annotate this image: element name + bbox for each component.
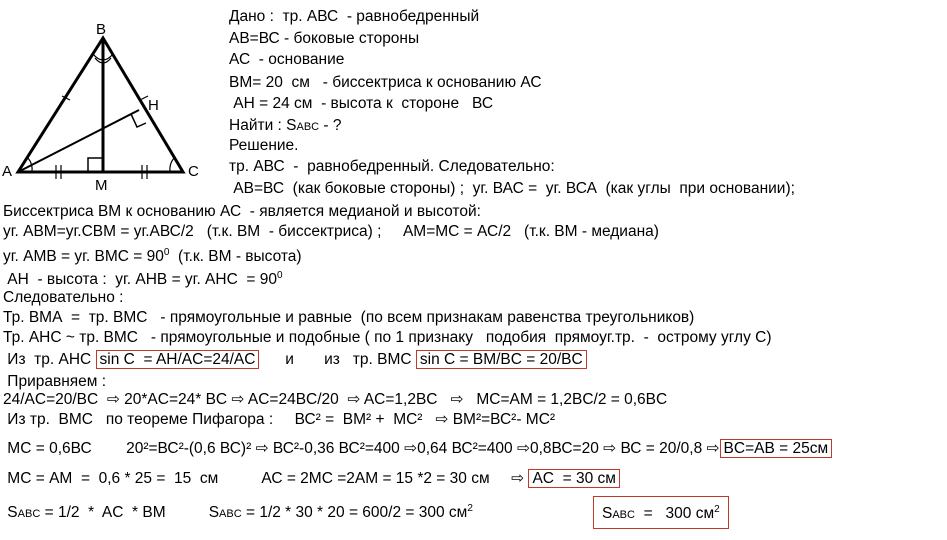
sol-14-e: = 1/2 * 30 * 20 = 600/2 = 300 см — [241, 504, 468, 521]
given-line-3: АС - основание — [229, 51, 345, 68]
sin-ahc-box: sin C = AH/AC=24/AC — [96, 350, 260, 369]
sol-10-c: AC=24BC/20 — [244, 391, 348, 408]
given-line-6 — [229, 117, 342, 136]
sol-11-a: Из тр. ВМС по теореме Пифагора : ВС² = ВМ² + МС² — [3, 411, 436, 428]
sol-12-e: ВС = 20/0,8 — [616, 440, 707, 457]
find-sub: ABC — [296, 121, 320, 133]
sol-13-a: МС = АМ = 0,6 * 25 = 15 см АС = 2МС =2АМ = 15 *2 = 30 см — [3, 470, 512, 487]
arrow-icon: ⇨ — [511, 470, 525, 487]
arrow-icon: ⇨ — [255, 440, 269, 457]
area-result-box — [593, 496, 729, 529]
sol-14-c: = 1/2 * AC * BM S — [40, 504, 220, 521]
sol-12-d: 0,8ВС=20 — [529, 440, 604, 457]
sol-10-b: 20*AC=24* BC — [119, 391, 232, 408]
sol-14-sq: 2 — [467, 503, 473, 514]
sol-line-6: Тр. ВМА = тр. ВМС - прямоугольные и равные (по всем признакам равенства треугольников) — [3, 309, 695, 326]
sin-bmc-box: sin C = BM/BC = 20/BC — [416, 350, 587, 369]
angle-arc-c — [170, 158, 174, 172]
arrow-icon: ⇨ — [231, 391, 245, 408]
sol-line-9: Приравняем : — [3, 373, 107, 390]
label-b: B — [96, 21, 107, 38]
triangle-figure — [0, 0, 230, 200]
sol-12-c: 0,64 ВС²=400 — [417, 440, 517, 457]
right-angle-h — [131, 114, 146, 127]
label-m: M — [95, 177, 108, 194]
sol-4-a: АН - высота : уг. АНВ = уг. АНС = 90 — [3, 271, 277, 288]
sol-line-11 — [3, 411, 555, 429]
arrow-icon: ⇨ — [706, 440, 720, 457]
given-line-4: ВМ= 20 см - биссектриса к основанию АС — [229, 74, 542, 91]
arrow-icon: ⇨ — [435, 411, 449, 428]
area-s: S — [602, 505, 613, 522]
sol-line-7: Тр. АНС ~ тр. ВМС - прямоугольные и подобные ( по 1 признаку подобия прямоуг.тр. - острому углу С) — [3, 329, 772, 346]
label-h: H — [148, 97, 159, 114]
right-angle-m — [88, 158, 103, 172]
find-label: Найти : S — [229, 117, 297, 134]
sol-8-c: и из тр. ВМС — [259, 351, 416, 368]
sol-10-a: 24/AC=20/BC — [3, 391, 107, 408]
sol-11-b: ВМ²=ВС²- МС² — [448, 411, 556, 428]
given-line-7: Решение. — [229, 137, 299, 154]
sol-12-a: МС = 0,6ВС 20²=ВС²-(0,6 ВС)² — [3, 440, 256, 457]
given-line-1: Дано : тр. АВС - равнобедренный — [229, 8, 480, 25]
sol-3-a: уг. АМВ = уг. ВМС = 90 — [3, 248, 164, 265]
label-a: A — [2, 163, 13, 180]
sol-line-3 — [3, 244, 302, 266]
given-line-5: АН = 24 см - высота к стороне ВС — [229, 95, 494, 112]
sol-14-sub1: ABC — [17, 508, 41, 520]
arrow-icon: ⇨ — [603, 440, 617, 457]
sol-line-12 — [3, 440, 832, 458]
area-value: = 300 см — [634, 505, 715, 522]
sol-line-14 — [3, 500, 473, 523]
given-line-9: АВ=ВС (как боковые стороны) ; уг. ВАС = уг. ВСА (как углы при основании); — [229, 180, 795, 197]
given-line-8: тр. АВС - равнобедренный. Следовательно: — [229, 158, 555, 175]
sol-line-13 — [3, 470, 620, 488]
sol-10-e: MC=AM = 1,2BC/2 = 0,6BC — [463, 391, 668, 408]
sol-4-deg: 0 — [277, 270, 283, 281]
tick-bc — [140, 96, 148, 100]
area-sq: 2 — [714, 504, 720, 515]
area-sub: ABC — [612, 509, 635, 521]
sol-3-c: (т.к. ВМ - высота) — [169, 248, 302, 265]
sol-8-a: Из тр. АНС — [3, 351, 96, 368]
arrow-icon: ⇨ — [516, 440, 530, 457]
sol-line-2: уг. АВМ=уг.СВМ = уг.АВС/2 (т.к. ВМ - биссектриса) ; АМ=МС = АС/2 (т.к. ВМ - медиана) — [3, 223, 659, 240]
sol-line-5: Следовательно : — [3, 289, 124, 306]
sol-10-d: AC=1,2BC — [360, 391, 451, 408]
bc-result-box: BC=AB = 25см — [720, 439, 833, 458]
arrow-icon: ⇨ — [106, 391, 120, 408]
sol-line-8 — [3, 351, 587, 369]
sol-14-a: S — [3, 504, 18, 521]
ac-result-box: AC = 30 см — [528, 469, 619, 488]
sol-line-4 — [3, 267, 283, 289]
label-c: C — [188, 163, 199, 180]
given-line-2: АВ=ВС - боковые стороны — [229, 30, 420, 47]
sol-14-sub2: ABC — [219, 508, 242, 520]
sol-12-b: ВС²-0,36 ВС²=400 — [268, 440, 405, 457]
arrow-icon: ⇨ — [450, 391, 464, 408]
sol-line-10 — [3, 391, 667, 409]
sol-3-deg: 0 — [163, 247, 170, 258]
arrow-icon: ⇨ — [404, 440, 418, 457]
sol-line-1: Биссектриса ВМ к основанию АС - является медианой и высотой: — [3, 203, 481, 220]
find-rest: - ? — [319, 117, 342, 134]
arrow-icon: ⇨ — [347, 391, 361, 408]
